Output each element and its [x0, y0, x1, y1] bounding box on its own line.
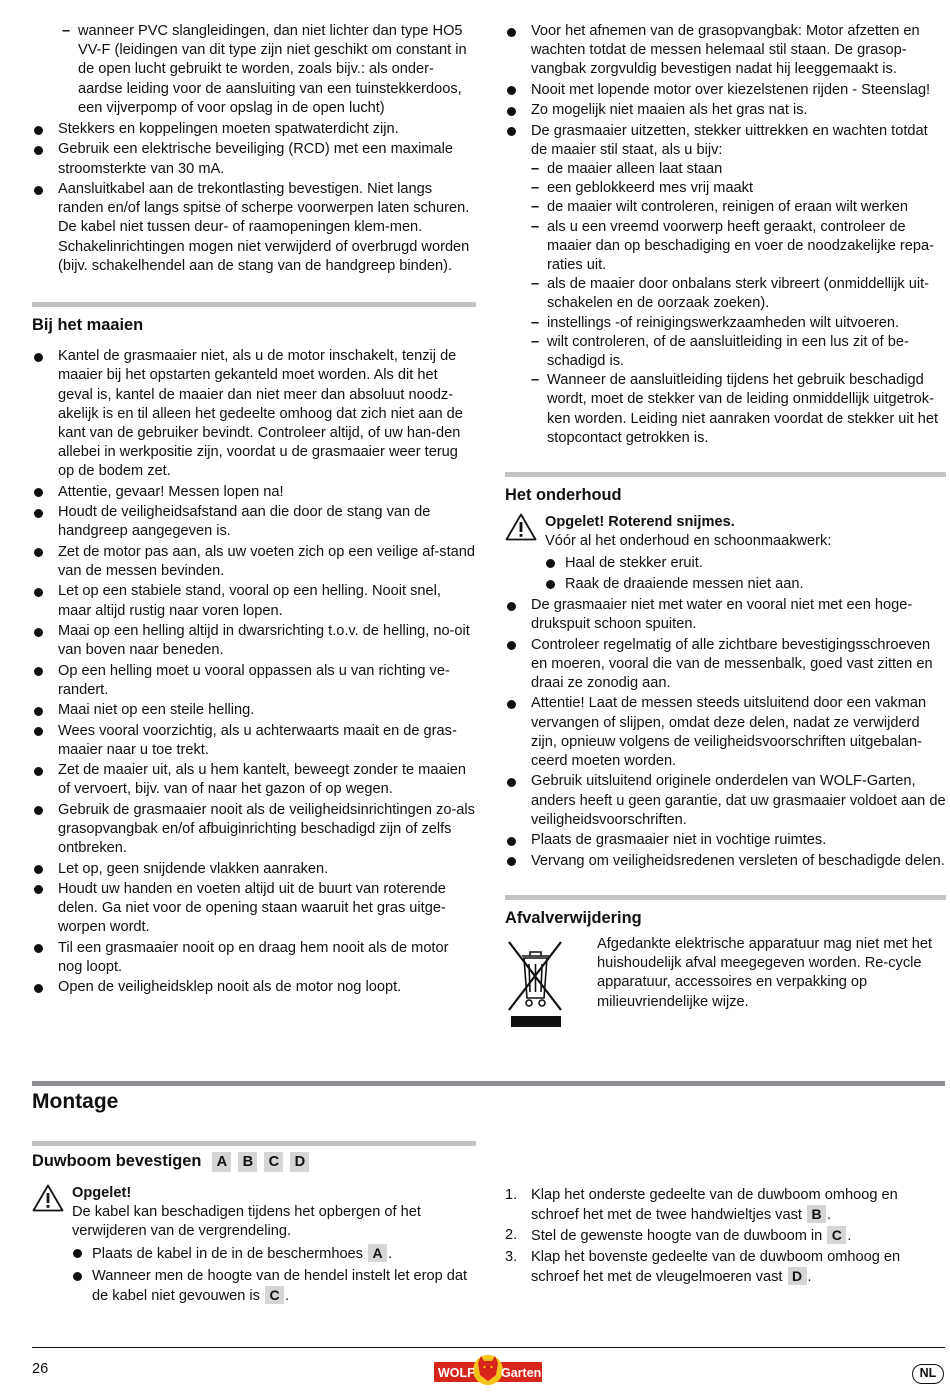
list-item: Wees vooral voorzichtig, als u achterwaarts maait en de gras-maaier naar u toe trekt.	[32, 722, 476, 760]
list-item: Nooit met lopende motor over kiezelstenen rijden - Steenslag!	[505, 81, 946, 100]
list-item: Maai op een helling altijd in dwarsrichting t.o.v. de helling, no-oit van boven naar beneden.	[32, 622, 476, 660]
list-item: Zet de motor pas aan, als uw voeten zich op een veilige af-stand van de messen bevinden.	[32, 543, 476, 581]
section-onderhoud	[505, 472, 946, 871]
page-number: 26	[32, 1361, 49, 1377]
section-title	[32, 1152, 476, 1172]
list-item: Raak de draaiende messen niet aan.	[545, 575, 946, 594]
list-item: Haal de stekker eruit.	[545, 554, 946, 573]
steps-list	[505, 1186, 946, 1287]
list-item: Houdt de veiligheidsafstand aan die door de stang van de handgreep aangegeven is.	[32, 503, 476, 541]
section-divider	[505, 895, 946, 900]
section-title: Het onderhoud	[505, 486, 622, 505]
list-item: Maai niet op een steile helling.	[32, 701, 476, 720]
list-item: Voor het afnemen van de grasopvangbak: Motor afzetten en wachten totdat de messen helemaal stil staan. De grasop-vangbak zorgvuldig bevestigen nadat hij leeggemaakt is.	[505, 22, 946, 80]
footer-divider	[32, 1347, 945, 1348]
safety-bullet-list	[505, 22, 946, 448]
warning-triangle-icon	[505, 513, 537, 541]
list-item: – wilt controleren, of de aansluitleiding in een lus zit of be-schadigd is.	[531, 333, 946, 371]
section-title-text: Duwboom bevestigen	[32, 1152, 202, 1171]
logo-text-right: Garten	[501, 1366, 542, 1380]
warning-title: Opgelet!	[72, 1185, 132, 1201]
list-item: Gebruik een elektrische beveiliging (RCD) met een maximale stroomsterkte van 30 mA.	[32, 140, 476, 178]
figure-reference-badges	[211, 1152, 310, 1172]
list-item: Let op, geen snijdende vlakken aanraken.	[32, 860, 476, 879]
crossed-bin-icon	[505, 936, 565, 1028]
warning-title: Opgelet! Roterend snijmes.	[545, 514, 735, 531]
list-item: De grasmaaier niet met water en vooral niet met een hoge-drukspuit schoon spuiten.	[505, 596, 946, 634]
disposal-text: Afgedankte elektrische apparatuur mag niet met het huishoudelijk afval meegegeven worden. Re-cycle apparatuur, accessoires en verpakking op milieuvriendelijke wijze.	[597, 936, 933, 1010]
list-item: Plaats de kabel in de in de beschermhoes A .	[72, 1244, 476, 1264]
list-item: Op een helling moet u vooral oppassen als u van richting ve-randert.	[32, 662, 476, 700]
figure-badge: D	[788, 1267, 807, 1285]
step-item: 1. Klap het onderste gedeelte van de duwboom omhoog en schroef het met de twee handwieltjes vast B .	[505, 1187, 898, 1224]
figure-badge-c: C	[264, 1152, 283, 1172]
step-item: 3. Klap het bovenste gedeelte van de duwboom omhoog en schroef het met de vleugelmoeren vast D .	[505, 1248, 901, 1285]
list-item: Attentie, gevaar! Messen lopen na!	[32, 483, 476, 502]
language-badge: NL	[912, 1364, 944, 1384]
left-column	[32, 22, 476, 999]
list-item: – wanneer PVC slangleidingen, dan niet lichter dan type HO5 VV-F (leidingen van dit type zijn niet geschikt om constant in de open lucht gebruikt te worden, zoals bijv.: als onder-aardse leiding voor de aansluiting van een tuinstekkerdoos, een vijverpomp of voor opslag in de open lucht)	[62, 22, 476, 118]
list-item: Til een grasmaaier nooit op en draag hem nooit als de motor nog loopt.	[32, 939, 476, 977]
warning-triangle-icon	[32, 1184, 64, 1212]
list-item: Plaats de grasmaaier niet in vochtige ruimtes.	[505, 831, 946, 850]
list-item: Open de veiligheidsklep nooit als de motor nog loopt.	[32, 978, 476, 997]
montage-title: Montage	[32, 1090, 119, 1113]
figure-badge: C	[827, 1226, 846, 1244]
warning-text: De kabel kan beschadigen tijdens het opbergen of het verwijderen van de vergrendeling.	[72, 1204, 421, 1240]
assembly-steps	[505, 1186, 946, 1288]
figure-badge: A	[368, 1244, 387, 1262]
list-item: Controleer regelmatig of alle zichtbare bevestigingsschroeven en moeren, vooral die van de messenbalk, goed vast zitten en draai ze zonodig aan.	[505, 636, 946, 694]
figure-badge: C	[265, 1286, 284, 1304]
list-item: – de maaier alleen laat staan	[531, 160, 946, 179]
maintenance-warning	[505, 513, 946, 594]
list-item: Gebruik de grasmaaier nooit als de veiligheidsinrichtingen zo-als grasopvangbak en/of afbuiginrichting beschadigd zijn of zelfs ontbreken.	[32, 801, 476, 859]
list-item: – als u een vreemd voorwerp heeft geraakt, controleer de maaier dan op beschadiging en voer de noodzakelijke repa-raties uit.	[531, 218, 946, 276]
maintenance-bullet-list	[505, 596, 946, 871]
warning-bullet-list	[545, 554, 946, 594]
section-divider	[32, 302, 476, 307]
section-divider	[505, 472, 946, 477]
list-item: – een geblokkeerd mes vrij maakt	[531, 179, 946, 198]
switch-off-dash-list	[531, 160, 946, 448]
list-item: Zet de maaier uit, als u hem kantelt, beweegt zonder te maaien of vervoert, bijv. van of naar het gazon of op wegen.	[32, 761, 476, 799]
warning-text: Vóór al het onderhoud en schoonmaakwerk:	[545, 533, 832, 550]
cable-bullet-list	[32, 120, 476, 276]
list-item: Houdt uw handen en voeten altijd uit de buurt van roterende delen. Ga niet voor de opening staan waaruit het gras uitge-worpen wordt.	[32, 880, 476, 938]
list-item: – Wanneer de aansluitleiding tijdens het gebruik beschadigd wordt, moet de stekker van de leiding onmiddellijk uitgetrok-ken worden. Leiding niet aanraken voordat de stekker uit het stopcontact getrokken is.	[531, 371, 946, 448]
section-title: Bij het maaien	[32, 316, 144, 335]
section-afval	[505, 895, 946, 1028]
maaien-bullet-list	[32, 347, 476, 997]
right-column	[505, 22, 946, 1028]
list-item: Gebruik uitsluitend originele onderdelen van WOLF-Garten, anders heeft u geen garantie, dat uw grasmaaier voldoet aan de veiligheidsvoorschriften.	[505, 772, 946, 830]
cable-warning	[32, 1184, 476, 1306]
section-maaien	[32, 302, 476, 998]
list-item: – instellings -of reinigingswerkzaamheden wilt uitvoeren.	[531, 314, 946, 333]
list-item: – de maaier wilt controleren, reinigen of eraan wilt werken	[531, 198, 946, 217]
figure-badge-a: A	[212, 1152, 231, 1172]
list-item: Attentie! Laat de messen steeds uitsluitend door een vakman vervangen of slijpen, omdat deze delen, nadat ze verwijderd zijn, opnieuw volgens de veiligheidsvoorschriften uitgebalan-ceerd moeten worden.	[505, 694, 946, 771]
disposal-block	[505, 936, 946, 1028]
montage-divider	[32, 1081, 945, 1086]
list-item: Zo mogelijk niet maaien als het gras nat is.	[505, 101, 946, 120]
figure-badge-b: B	[238, 1152, 257, 1172]
warning-bullet-list	[72, 1244, 476, 1307]
figure-badge: B	[807, 1205, 826, 1223]
list-item: Stekkers en koppelingen moeten spatwaterdicht zijn.	[32, 120, 476, 139]
wolf-garten-logo	[434, 1353, 542, 1387]
section-divider	[32, 1141, 476, 1146]
list-item: Aansluitkabel aan de trekontlasting bevestigen. Niet langs randen en/of langs spitse of scherpe voorwerpen laten schuren. De kabel niet tussen deur- of raamopeningen klem-men. Schakelinrichtingen mogen niet verwijderd of overbrugd worden (bijv. schakelhendel aan de stang van de handgreep binden).	[32, 180, 476, 276]
cable-type-dash-list	[62, 22, 476, 118]
list-item: Kantel de grasmaaier niet, als u de motor inschakelt, tenzij de maaier bij het opstarten gekanteld moet worden. Als dit het geval is, kantel de maaier dan niet meer dan absoluut noodz-akelijk is en til alleen het gedeelte omhoog dat zich niet aan de kant van de gebruiker bevindt. Controleer altijd, of uw han-den allebei in werkpositie zijn, voordat u de grasmaaier weer terug op de bodem zet.	[32, 347, 476, 481]
list-item	[505, 122, 946, 448]
figure-badge-d: D	[290, 1152, 309, 1172]
section-duwboom	[32, 1141, 476, 1306]
list-item: Vervang om veiligheidsredenen versleten of beschadigde delen.	[505, 852, 946, 871]
step-item: 2. Stel de gewenste hoogte van de duwboom in C .	[505, 1227, 852, 1245]
switch-off-intro: De grasmaaier uitzetten, stekker uittrekken en wachten totdat de maaier stil staat, als u bijv:	[531, 122, 928, 158]
list-item: Let op een stabiele stand, vooral op een helling. Nooit snel, maar altijd rustig naar voren lopen.	[32, 582, 476, 620]
list-item: Wanneer men de hoogte van de hendel instelt let erop dat de kabel niet gevouwen is C .	[72, 1267, 476, 1306]
list-item: – als de maaier door onbalans sterk vibreert (onmiddellijk uit-schakelen en de oorzaak zoeken).	[531, 275, 946, 313]
logo-text-left: WOLF	[438, 1366, 475, 1380]
section-title: Afvalverwijdering	[505, 908, 642, 927]
